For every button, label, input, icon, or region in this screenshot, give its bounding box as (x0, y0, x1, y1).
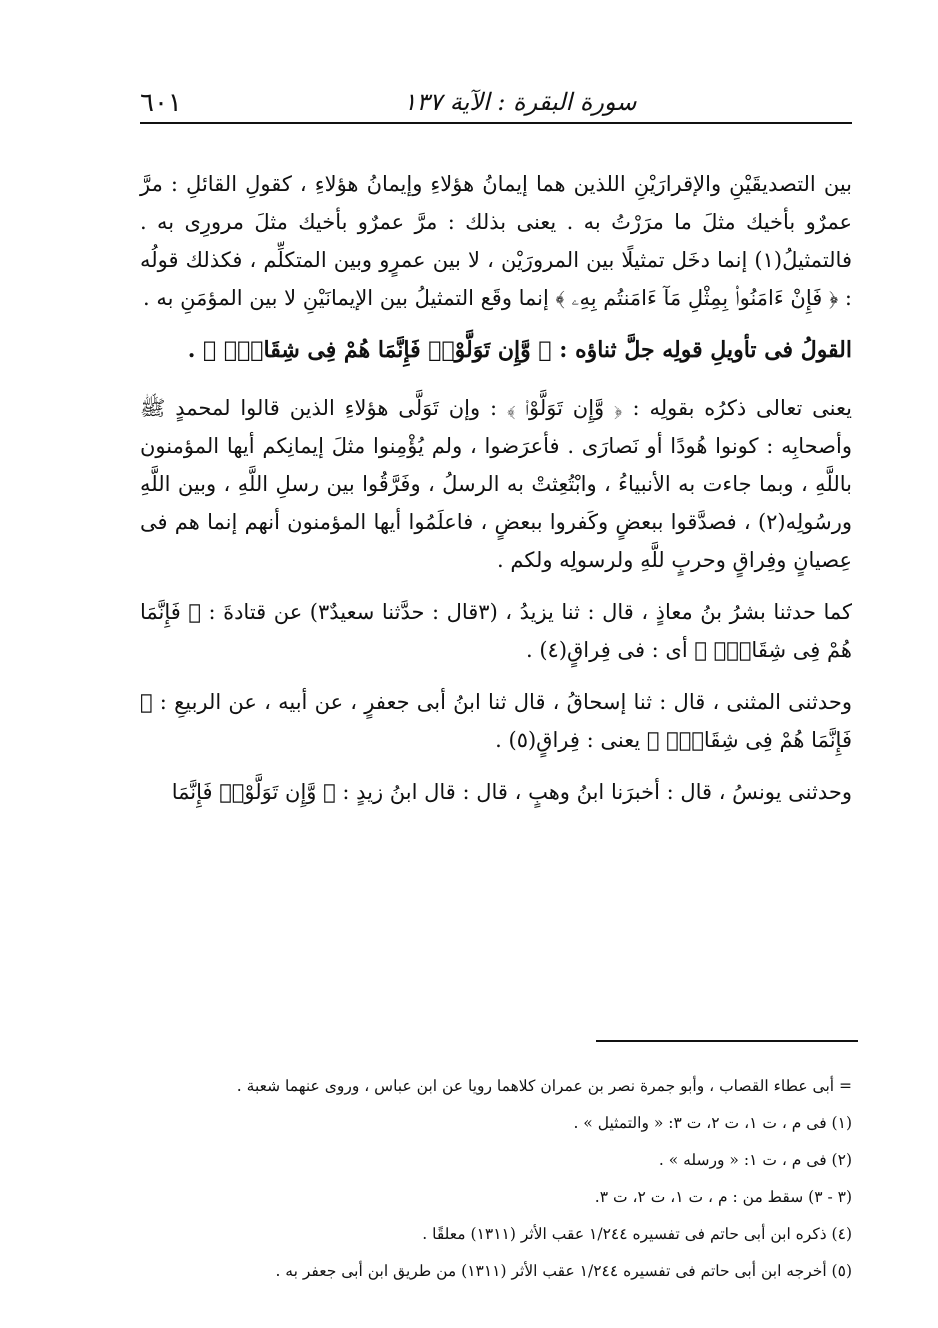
paragraph: وحدثنى يونسُ ، قال : أخبرَنا ابنُ وهبٍ ، قال : قال ابنُ زيدٍ : ﴿ وَّإِن تَوَلَّوْا۟ فَإِنَّمَا (171, 780, 852, 804)
footnote-separator (596, 1040, 858, 1042)
footnote: (٤) ذكره ابن أبى حاتم فى تفسيره ١/٢٤٤ عقب الأثر (١٣١١) معلقًا . (422, 1225, 852, 1243)
page-number: ٦٠١ (140, 88, 182, 118)
paragraph: بين التصديقَيْنِ والإقرارَيْنِ اللذين هما إيمانُ هؤلاءِ وإيمانُ هؤلاءِ ، كقولِ القائلِ : مرَّ عمرٌو بأخيك مثلَ ما مرَرْتُ به . يعنى بذلك : مرَّ عمرٌو بأخيك مثلَ مرورِى به . فالتمثيلُ(١) إنما دخَل تمثيلًا بين المرورَيْن ، لا بين عمرٍو وبين المتكلِّم ، فكذلك قولُه : ﴿ فَإِنْ ءَامَنُوا۟ بِمِثْلِ مَآ ءَامَنتُم بِهِۦ ﴾ إنما وقَع التمثيلُ بين الإيمانَيْنِ لا بين المؤمَنِ به . (140, 172, 852, 310)
running-title: سورة البقرة : الآية ١٣٧ (403, 88, 637, 116)
footnotes (140, 1068, 852, 1290)
page-header (140, 82, 852, 124)
paragraph: كما حدثنا بشرُ بنُ معاذٍ ، قال : ثنا يزيدُ ، (٣قال : حدَّثنا سعيدٌ٣) عن قتادةَ : ﴿ فَإِنَّمَا هُمْ فِى شِقَاقٍۢ ﴾ أى : فى فِراقٍ(٤) . (140, 600, 852, 662)
footnote: (٥) أخرجه ابن أبى حاتم فى تفسيره ١/٢٤٤ عقب الأثر (١٣١١) من طريق ابن أبى جعفر به . (275, 1262, 852, 1280)
footnote: (١) فى م ، ت ١، ت ٢، ت ٣: « والتمثيل » . (573, 1114, 852, 1132)
footnote: = أبى عطاء القصاب ، وأبو جمرة نصر بن عمران كلاهما رويا عن ابن عباس ، وروى عنهما شعبة . (236, 1077, 852, 1095)
section-heading: القولُ فى تأويلِ قولِه جلَّ ثناؤه : ﴿ وَّإِن تَوَلَّوْا۟ فَإِنَّمَا هُمْ فِى شِقَاقٍۢ ﴾ . (187, 337, 852, 363)
footnote: (٢) فى م ، ت ١: « ورسله » . (658, 1151, 852, 1169)
main-text (140, 165, 852, 825)
paragraph: يعنى تعالى ذكرُه بقولِه : ﴿ وَّإِن تَوَلَّوْا۟ ﴾ : وإن تَوَلَّى هؤلاءِ الذين قالوا لمحمدٍ ﷺ وأصحابِه : كونوا هُودًا أو نَصارَى . فأعرَضوا ، ولم يُؤْمِنوا مثلَ إيمانِكم أيها المؤمنون باللَّهِ ، وبما جاءت به الأنبياءُ ، وابْتُعِثتْ به الرسلُ ، وفَرَّقُوا بين رسلِ اللَّهِ ، وبين اللَّهِ ورسُولِه(٢) ، فصدَّقوا ببعضٍ وكَفروا ببعضٍ ، فاعلَمُوا أيها المؤمنون أنهم إنما هم فى عِصيانٍ وفِراقٍ وحربٍ للَّهِ ولرسولِه ولكم . (140, 396, 852, 572)
footnote: (٣ - ٣) سقط من : م ، ت ١، ت ٢، ت ٣. (594, 1188, 852, 1206)
paragraph: وحدثنى المثنى ، قال : ثنا إسحاقُ ، قال ثنا ابنُ أبى جعفرٍ ، عن أبيه ، عن الربيعِ : ﴿ فَإِنَّمَا هُمْ فِى شِقَاقٍۢ ﴾ يعنى : فِراقٍ(٥) . (140, 690, 852, 752)
